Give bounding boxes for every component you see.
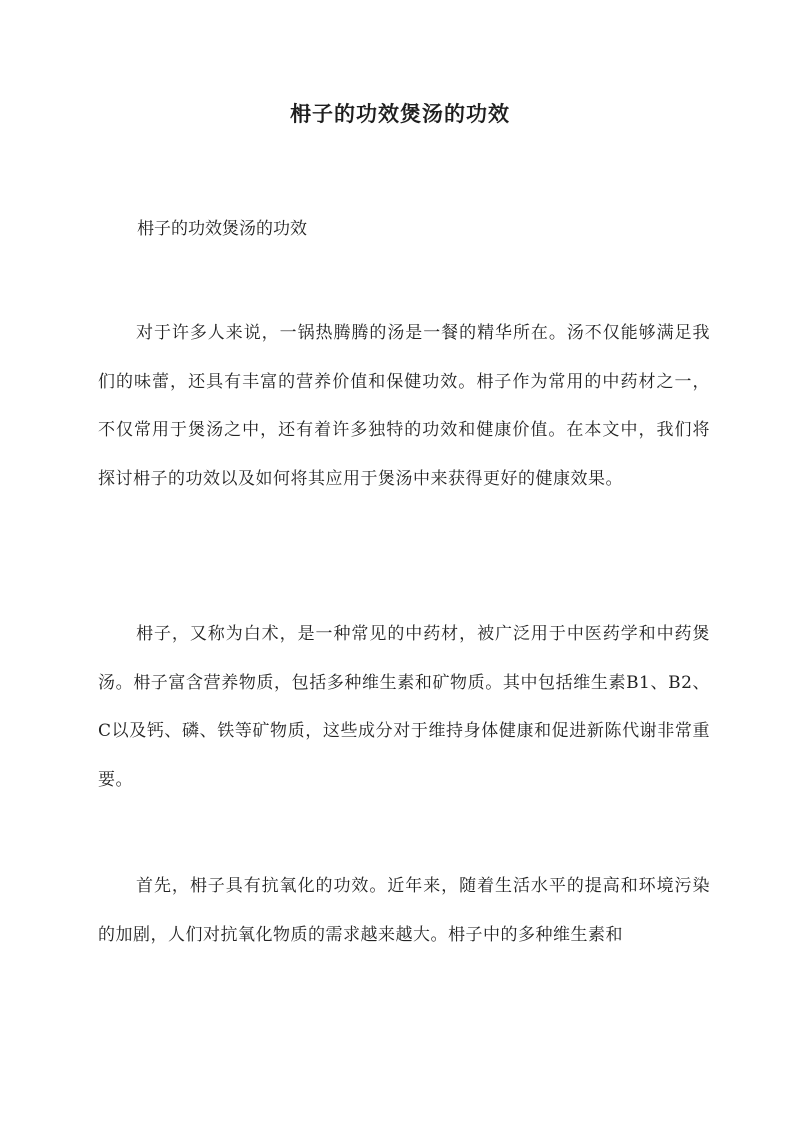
paragraph-intro: 对于许多人来说，一锅热腾腾的汤是一餐的精华所在。汤不仅能够满足我们的味蕾，还具有丰富的营养价值和保健功效。枏子作为常用的中药材之一，不仅常用于煲汤之中，还有着许多独特的功效和健康价值。在本文中，我们将探讨枏子的功效以及如何将其应用于煲汤中来获得更好的健康效果。 bbox=[98, 323, 710, 489]
document-subtitle: 枏子的功效煲汤的功效 bbox=[137, 219, 307, 239]
document-title: 枏子的功效煲汤的功效 bbox=[290, 101, 510, 126]
paragraph-description: 枏子，又称为白术，是一种常见的中药材，被广泛用于中医药学和中药煲汤。枏子富含营养物质，包括多种维生素和矿物质。其中包括维生素B1、B2、C以及钙、磷、铁等矿物质，这些成分对于维持身体健康和促进新陈代谢非常重要。 bbox=[98, 624, 710, 790]
paragraph-antioxidant: 首先，枏子具有抗氧化的功效。近年来，随着生活水平的提高和环境污染的加剧，人们对抗氧化物质的需求越来越大。枏子中的多种维生素和 bbox=[98, 876, 710, 945]
